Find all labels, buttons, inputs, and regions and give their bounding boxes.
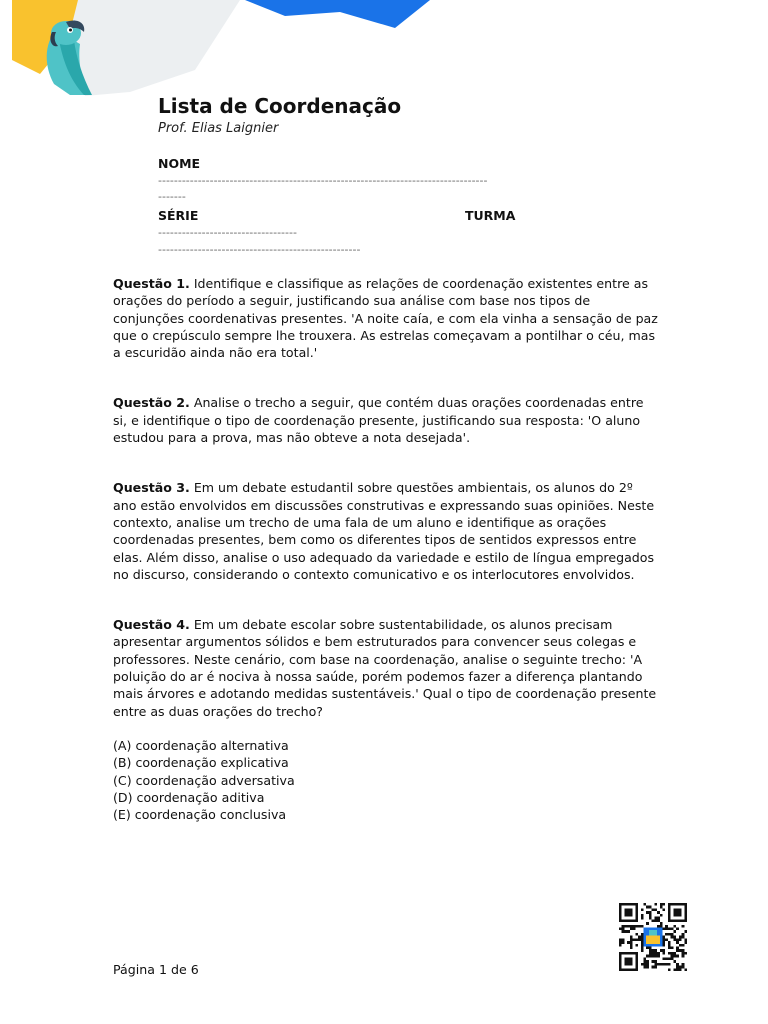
- question-label: Questão 2.: [113, 395, 190, 411]
- option-d: (D) coordenação aditiva: [113, 789, 265, 805]
- nome-line-continuation: -------: [158, 190, 186, 203]
- question-text: Em um debate estudantil sobre questões ambientais, os alunos do 2º ano estão envolvidos em discussões construtivas e expressando suas opiniões. Neste contexto, analise um trecho de uma fala de um aluno e identifique as orações coordenadas presentes, bem como os diferentes tipos de sentidos expressos entre elas. Além disso, analise o uso adequado da variedade e estilo de língua empregados no discurso, considerando o contexto comunicativo e os interlocutores envolvidos.: [113, 480, 655, 582]
- questions-list: [113, 275, 658, 856]
- question-2: [113, 394, 658, 446]
- page-number: Página 1 de 6: [113, 962, 199, 977]
- gray-shape: [60, 0, 240, 96]
- option-b: (B) coordenação explicativa: [113, 755, 289, 771]
- document-title: Lista de Coordenação: [158, 94, 402, 118]
- serie-line: -----------------------------------: [158, 226, 297, 239]
- option-a: (A) coordenação alternativa: [113, 737, 289, 753]
- question-4: [113, 616, 658, 823]
- question-1: [113, 275, 658, 361]
- nome-line: -----------------------------------------------------------------------------------: [158, 174, 488, 187]
- answer-options: [113, 737, 658, 823]
- question-text: Identifique e classifique as relações de coordenação existentes entre as orações do período a seguir, justificando sua análise com base nos tipos de conjunções coordenativas presentes. 'A noite caía, e com ela vinha a sensação de paz que o crepúsculo sempre lhe trouxera. As estrelas começavam a pontilhar o céu, mas a escuridão ainda não era total.': [113, 276, 658, 361]
- turma-label: TURMA: [465, 208, 516, 223]
- question-text: Em um debate escolar sobre sustentabilidade, os alunos precisam apresentar argumentos sólidos e bem estruturados para convencer seus colegas e professores. Neste cenário, com base na coordenação, analise o seguinte trecho: 'A poluição do ar é nociva à nossa saúde, porém podemos fazer a diferença plantando mais árvores e adotando medidas sustentáveis.' Qual o tipo de coordenação presente entre as duas orações do trecho?: [113, 617, 657, 719]
- qr-code[interactable]: [619, 903, 687, 971]
- blue-shape: [245, 0, 430, 28]
- turma-line: ---------------------------------------------------: [158, 243, 361, 256]
- nome-label: NOME: [158, 156, 201, 171]
- question-label: Questão 1.: [113, 276, 190, 291]
- question-text: Analise o trecho a seguir, que contém duas orações coordenadas entre si, e identifique o tipo de coordenação presente, justificando sua resposta: 'O aluno estudou para a prova, mas não obteve a nota desejada'.: [113, 395, 644, 446]
- question-label: Questão 4.: [113, 617, 190, 633]
- question-3: [113, 479, 658, 583]
- serie-label: SÉRIE: [158, 208, 199, 223]
- option-e: (E) coordenação conclusiva: [113, 807, 287, 823]
- author-name: Prof. Elias Laignier: [158, 121, 279, 136]
- option-c: (C) coordenação adversativa: [113, 772, 295, 788]
- question-label: Questão 3.: [113, 480, 190, 496]
- header-decoration: [0, 0, 768, 100]
